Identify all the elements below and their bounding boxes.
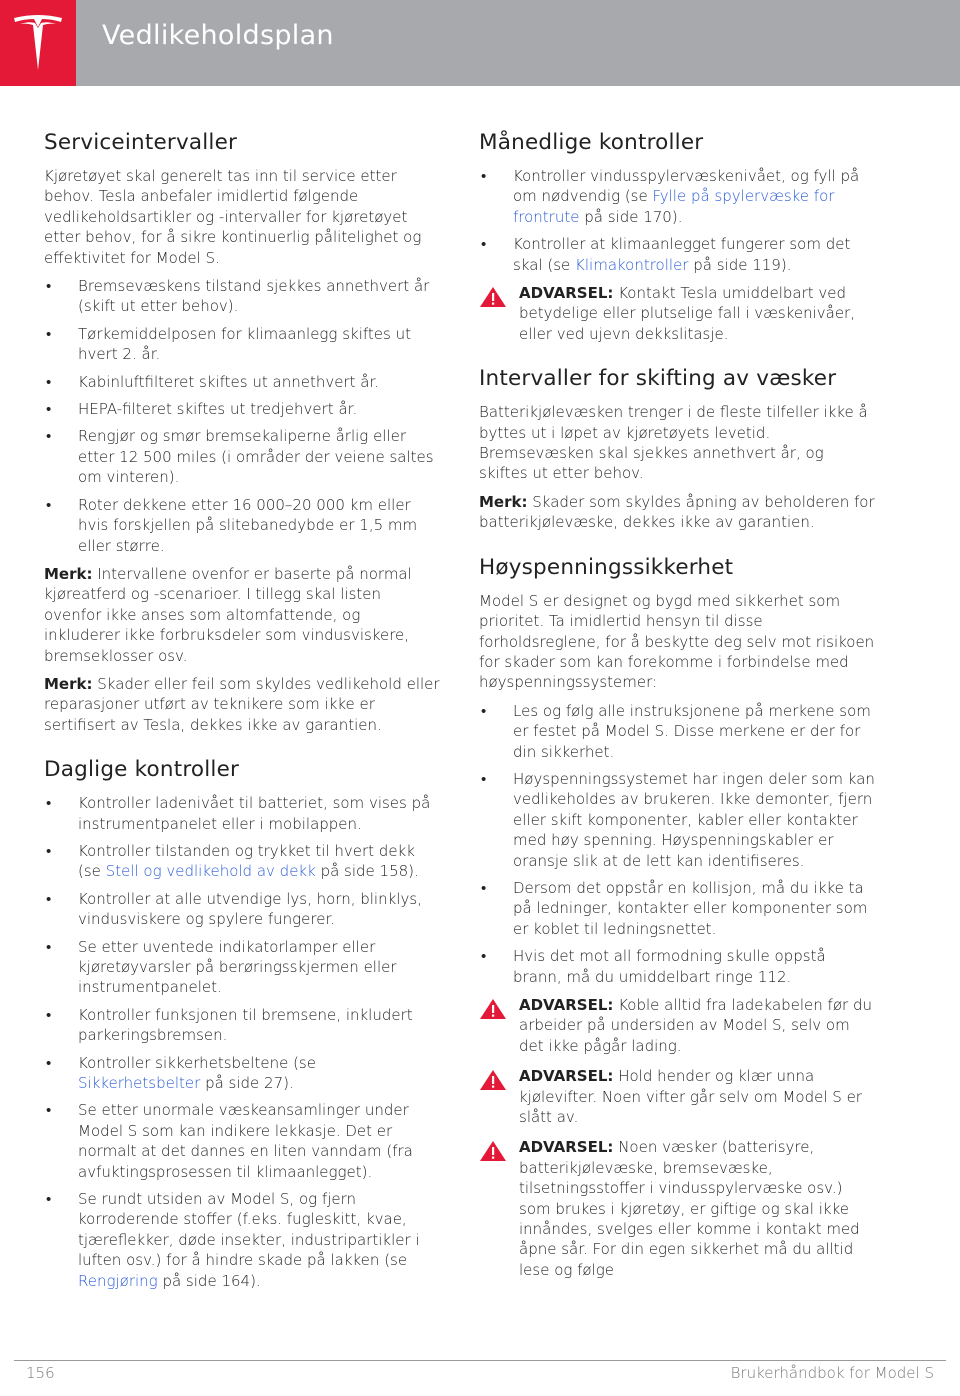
note: [479, 492, 877, 533]
hv-list: [479, 701, 877, 987]
text: Kontroller tilstanden og trykket til hvert dekk (se: [78, 841, 415, 881]
text: på side 119).: [688, 255, 792, 274]
list-item: • Hvis det mot all formodning skulle oppstå brann, må du umiddelbart ringe 112.: [479, 946, 877, 987]
service-intro: Kjøretøyet skal generelt tas inn til service etter behov. Tesla anbefaler imidlertid følgende vedlikeholdsartikler og -intervaller for kjøretøyet etter behov, for å sikre kontinuerlig pålitelighet og effektivitet for Model S.: [44, 167, 422, 267]
note: [44, 564, 440, 666]
text: Kontroller at klimaanlegget fungerer som det skal (se: [513, 235, 851, 274]
note: [44, 674, 440, 735]
warning-icon: [479, 1069, 507, 1091]
list-item: • Kontroller ladenivået til batteriet, som vises på instrumentpanelet eller i mobilappen.: [44, 793, 440, 834]
list-item: • Se etter unormale væskeansamlinger under Model S som kan indikere lekkasje. Det er normalt at det dannes en liten vanndam (fra avfuktingsprosessen til klimaanlegget).: [44, 1100, 440, 1182]
fluids-heading: Intervaller for skifting av væsker: [479, 366, 837, 392]
monthly-heading: Månedlige kontroller: [479, 130, 704, 155]
list-item: • Roter dekkene etter 16 000–20 000 km eller hvis forskjellen på slitebanedybde er 1,5 mm eller større.: [44, 495, 440, 556]
link-tire-care[interactable]: Stell og vedlikehold av dekk: [105, 862, 316, 881]
link-climate-controls[interactable]: Klimakontroller: [575, 255, 689, 274]
list-item: • Dersom det oppstår en kollisjon, må du ikke ta på ledninger, kontakter eller komponenter som er koblet til ledningsnettet.: [479, 878, 877, 939]
text: Kontroller vindusspylervæskenivået, og fyll på om nødvendig (se: [513, 167, 860, 206]
warning-icon: [479, 286, 507, 308]
text: på side 164).: [157, 1271, 261, 1290]
list-item: • Kontroller at alle utvendige lys, horn, blinklys, vindusviskere og spylere fungerer.: [44, 889, 440, 930]
note-text: Intervallene ovenfor er baserte på normal kjøreatferd og -scenarioer. I tillegg skal listen ovenfor ikke anses som altomfattende, og inkluderer ikke forbruksdeler som vindusviskere, bremseklosser osv.: [44, 564, 412, 665]
warning-text: Hold hender og klær unna kjølevifter. Noen vifter går selv om Model S er slått av.: [519, 1067, 862, 1127]
fluids-body: Batterikjølevæsken trenger i de fleste tilfeller ikke å byttes ut i løpet av kjøretøyets levetid. Bremsevæsken skal sjekkes annethvert år, og skiftes ut etter behov.: [479, 403, 868, 483]
daily-heading: Daglige kontroller: [44, 757, 240, 783]
link-seat-belts[interactable]: Sikkerhetsbelter: [78, 1074, 201, 1093]
note-text: Skader som skyldes åpning av beholderen for batterikjølevæske, dekkes ikke av garantien.: [479, 492, 875, 532]
logo-box: [0, 0, 76, 86]
text: på side 158).: [315, 862, 419, 881]
footer-divider: [14, 1360, 946, 1361]
warning-text: Noen væsker (batterisyre, batterikjølevæske, bremsevæske, tilsetningsstoffer i vindusspylervæske osv.) som brukes i kjøretøy, er giftige og skal ikke innåndes, svelges eller komme i kontakt med åpne sår. For din egen sikkerhet må du alltid lese og følge: [519, 1138, 860, 1279]
hv-heading: Høyspenningssikkerhet: [479, 554, 734, 580]
tesla-logo-icon: [12, 14, 64, 72]
warning-label: ADVARSEL:: [519, 1138, 614, 1157]
list-item: [479, 234, 877, 275]
warning-text: Koble alltid fra ladekabelen før du arbeider på undersiden av Model S, selv om det ikke pågår lading.: [519, 996, 872, 1055]
warning-icon: [479, 998, 507, 1020]
warning-text: Kontakt Tesla umiddelbart ved betydelige eller plutselige fall i væskenivåer, eller ved ujevn dekkslitasje.: [519, 284, 855, 343]
footer-title: Brukerhåndbok for Model S: [730, 1364, 934, 1382]
right-column: [479, 128, 877, 1290]
warning-block: [479, 1066, 877, 1127]
list-item: [44, 1189, 440, 1291]
list-item: • HEPA-filteret skiftes ut tredjehvert år.: [44, 399, 440, 419]
daily-list: [44, 793, 440, 1291]
list-item: • Kabinluftfilteret skiftes ut annethvert år.: [44, 372, 440, 392]
page-number: 156: [26, 1364, 55, 1382]
page-title: Vedlikeholdsplan: [102, 20, 334, 51]
list-item: • Høyspenningssystemet har ingen deler som kan vedlikeholdes av brukeren. Ikke demonter, fjern eller skift komponenter, kabler eller kontakter med høy spenning. Høyspenningskabler er oransje slik at de lett kan identifiseres.: [479, 769, 877, 871]
warning-label: ADVARSEL:: [519, 284, 614, 303]
page-header: [0, 0, 960, 86]
warning-label: ADVARSEL:: [519, 996, 614, 1014]
warning-block: [479, 995, 877, 1056]
service-heading: Serviceintervaller: [44, 130, 238, 155]
warning-block: [479, 1137, 877, 1280]
warning-block: [479, 283, 877, 344]
list-item: [44, 841, 440, 882]
text: Kontroller sikkerhetsbeltene (se: [78, 1053, 316, 1072]
list-item: • Rengjør og smør bremsekaliperne årlig eller etter 12 500 miles (i områder der veiene saltes om vinteren).: [44, 426, 440, 487]
link-washer-fluid[interactable]: Fylle på spylervæske for frontrute: [513, 187, 835, 226]
list-item: • Les og følg alle instruksjonene på merkene som er festet på Model S. Disse merkene er der for din sikkerhet.: [479, 701, 877, 762]
list-item: [44, 1053, 440, 1094]
text: Se rundt utsiden av Model S, og fjern korroderende stoffer (f.eks. fugleskitt, kvae, tjæreflekker, døde insekter, industripartikler i luften osv.) for å hindre skade på lakken (se: [78, 1190, 420, 1270]
list-item: • Kontroller funksjonen til bremsene, inkludert parkeringsbremsen.: [44, 1005, 440, 1046]
note-text: Skader eller feil som skyldes vedlikehold eller reparasjoner utført av teknikere som ikke er sertifisert av Tesla, dekkes ikke av garantien.: [44, 674, 440, 734]
text: på side 170).: [579, 207, 683, 226]
note-label: Merk:: [479, 492, 528, 511]
list-item: • Tørkemiddelposen for klimaanlegg skiftes ut hvert 2. år.: [44, 324, 440, 365]
link-cleaning[interactable]: Rengjøring: [78, 1271, 158, 1290]
warning-icon: [479, 1140, 507, 1162]
hv-body: Model S er designet og bygd med sikkerhet som prioritet. Ta imidlertid hensyn til disse forholdsreglene, for å beskytte deg selv mot risikoen for skader som kan forekomme i forbindelse med høyspenningssystemer:: [479, 591, 875, 692]
note-label: Merk:: [44, 564, 93, 583]
note-label: Merk:: [44, 674, 93, 693]
text: på side 27).: [200, 1074, 294, 1093]
list-item: • Bremsevæskens tilstand sjekkes annethvert år (skift ut etter behov).: [44, 276, 440, 317]
list-item: [479, 166, 877, 227]
service-list: [44, 276, 440, 556]
list-item: • Se etter uventede indikatorlamper eller kjøretøyvarsler på berøringsskjermen eller instrumentpanelet.: [44, 937, 440, 998]
warning-label: ADVARSEL:: [519, 1067, 614, 1086]
left-column: [44, 128, 440, 1299]
monthly-list: [479, 166, 877, 275]
